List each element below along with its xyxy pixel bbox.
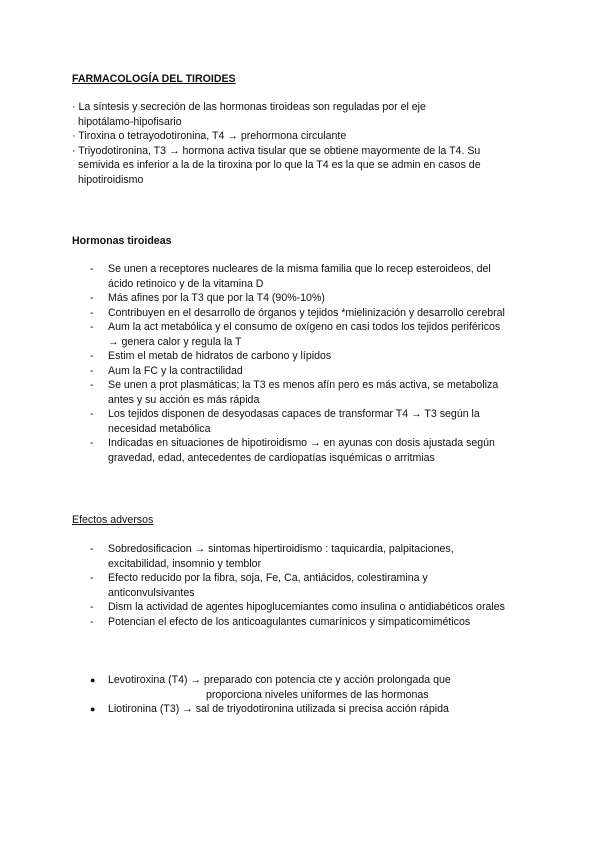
item-text: Indicadas en situaciones de hipotiroidismo → en ayunas con dosis ajustada según — [108, 437, 495, 449]
item-text: → genera calor y regula la T — [108, 335, 242, 348]
dash-marker: - — [90, 572, 94, 584]
dash-marker: - — [90, 292, 94, 304]
list-item — [90, 320, 540, 349]
intro-text: hipotiroidismo — [78, 173, 144, 186]
list-item — [90, 291, 540, 306]
item-text: Se unen a prot plasmáticas; la T3 es menos afín pero es más activa, se metaboliza — [108, 379, 499, 391]
section-heading-efectos: Efectos adversos — [72, 514, 154, 526]
item-text: anticonvulsivantes — [108, 586, 195, 599]
list-item — [90, 673, 540, 702]
dash-marker: - — [90, 350, 94, 362]
list-item — [90, 702, 540, 717]
dot-marker: · — [72, 144, 76, 157]
section-heading-hormonas: Hormonas tiroideas — [72, 235, 172, 247]
dash-marker: - — [90, 364, 94, 377]
list-item — [90, 364, 540, 379]
item-text: excitabilidad, insomnio y temblor — [108, 557, 262, 570]
dot-marker: · — [72, 130, 76, 142]
intro-item — [72, 100, 542, 129]
dash-marker: - — [90, 306, 94, 319]
document-title: FARMACOLOGÍA DEL TIROIDES — [72, 73, 236, 85]
item-text: Se unen a receptores nucleares de la misma familia que lo recep esteroideos, del — [108, 263, 491, 275]
list-item — [90, 436, 540, 465]
item-text: Efecto reducido por la fibra, soja, Fe, Ca, antiácidos, colestiramina y — [108, 572, 428, 584]
item-text: Más afines por la T3 que por la T4 (90%-10%) — [108, 292, 325, 304]
dot-marker: · — [72, 101, 76, 113]
intro-list — [72, 100, 542, 187]
item-text: Aum la act metabólica y el consumo de oxígeno en casi todos los tejidos periféricos — [108, 321, 501, 333]
list-item — [90, 378, 540, 407]
intro-text: Triyodotironina, T3 → hormona activa tisular que se obtiene mayormente de la T4. Su — [78, 144, 481, 157]
intro-text: La síntesis y secreción de las hormonas tiroideas son reguladas por el eje — [78, 101, 426, 113]
item-text: Dism la actividad de agentes hipoglucemiantes como insulina o antidiabéticos orales — [108, 601, 505, 613]
item-text: Contribuyen en el desarrollo de órganos y tejidos *mielinización y desarrollo cerebral — [108, 306, 505, 319]
item-text: necesidad metabólica — [108, 422, 211, 435]
bullet-icon: ● — [90, 704, 96, 714]
item-text: Levotiroxina (T4) → preparado con potencia cte y acción prolongada que — [108, 674, 451, 686]
list-item — [90, 407, 540, 436]
dash-marker: - — [90, 321, 94, 333]
item-text: gravedad, edad, antecedentes de cardiopatías isquémicas o arritmias — [108, 451, 435, 464]
dash-marker: - — [90, 437, 94, 449]
dash-marker: - — [90, 601, 94, 613]
bullet-icon: ● — [90, 675, 96, 685]
item-text: ácido retinoico y de la vitamina D — [108, 277, 264, 290]
dash-marker: - — [90, 408, 94, 420]
dash-marker: - — [90, 263, 94, 275]
item-text: Aum la FC y la contractilidad — [108, 364, 243, 377]
list-item — [90, 542, 540, 571]
dash-marker: - — [90, 379, 94, 391]
list-item — [90, 600, 540, 615]
item-text: Potencian el efecto de los anticoagulantes cumarínicos y simpaticomiméticos — [108, 615, 471, 628]
intro-text: semivida es inferior a la de la tiroxina por lo que la T4 es la que se admin en casos de — [78, 159, 481, 171]
dash-marker: - — [90, 543, 94, 555]
intro-item — [72, 144, 542, 188]
list-item — [90, 349, 540, 364]
dash-marker: - — [90, 615, 94, 628]
intro-item — [72, 129, 542, 144]
item-text: Sobredosificacion → sintomas hipertiroidismo : taquicardia, palpitaciones, — [108, 543, 454, 555]
item-text: Estim el metab de hidratos de carbono y lípidos — [108, 350, 332, 362]
efectos-list — [90, 542, 540, 629]
item-text: Liotironina (T3) → sal de triyodotironina utilizada si precisa acción rápida — [108, 703, 449, 715]
item-text: proporciona niveles uniformes de las hormonas — [206, 688, 429, 701]
preparados-list — [90, 673, 540, 717]
intro-text: Tiroxina o tetrayodotironina, T4 → prehormona circulante — [78, 130, 347, 142]
list-item — [90, 571, 540, 600]
list-item — [90, 262, 540, 291]
list-item — [90, 306, 540, 321]
item-text: Los tejidos disponen de desyodasas capaces de transformar T4 → T3 según la — [108, 408, 480, 420]
list-item — [90, 615, 540, 630]
item-text: antes y su acción es más rápida — [108, 393, 260, 406]
hormonas-list — [90, 262, 540, 465]
intro-text: hipotálamo-hipofisario — [78, 115, 182, 128]
